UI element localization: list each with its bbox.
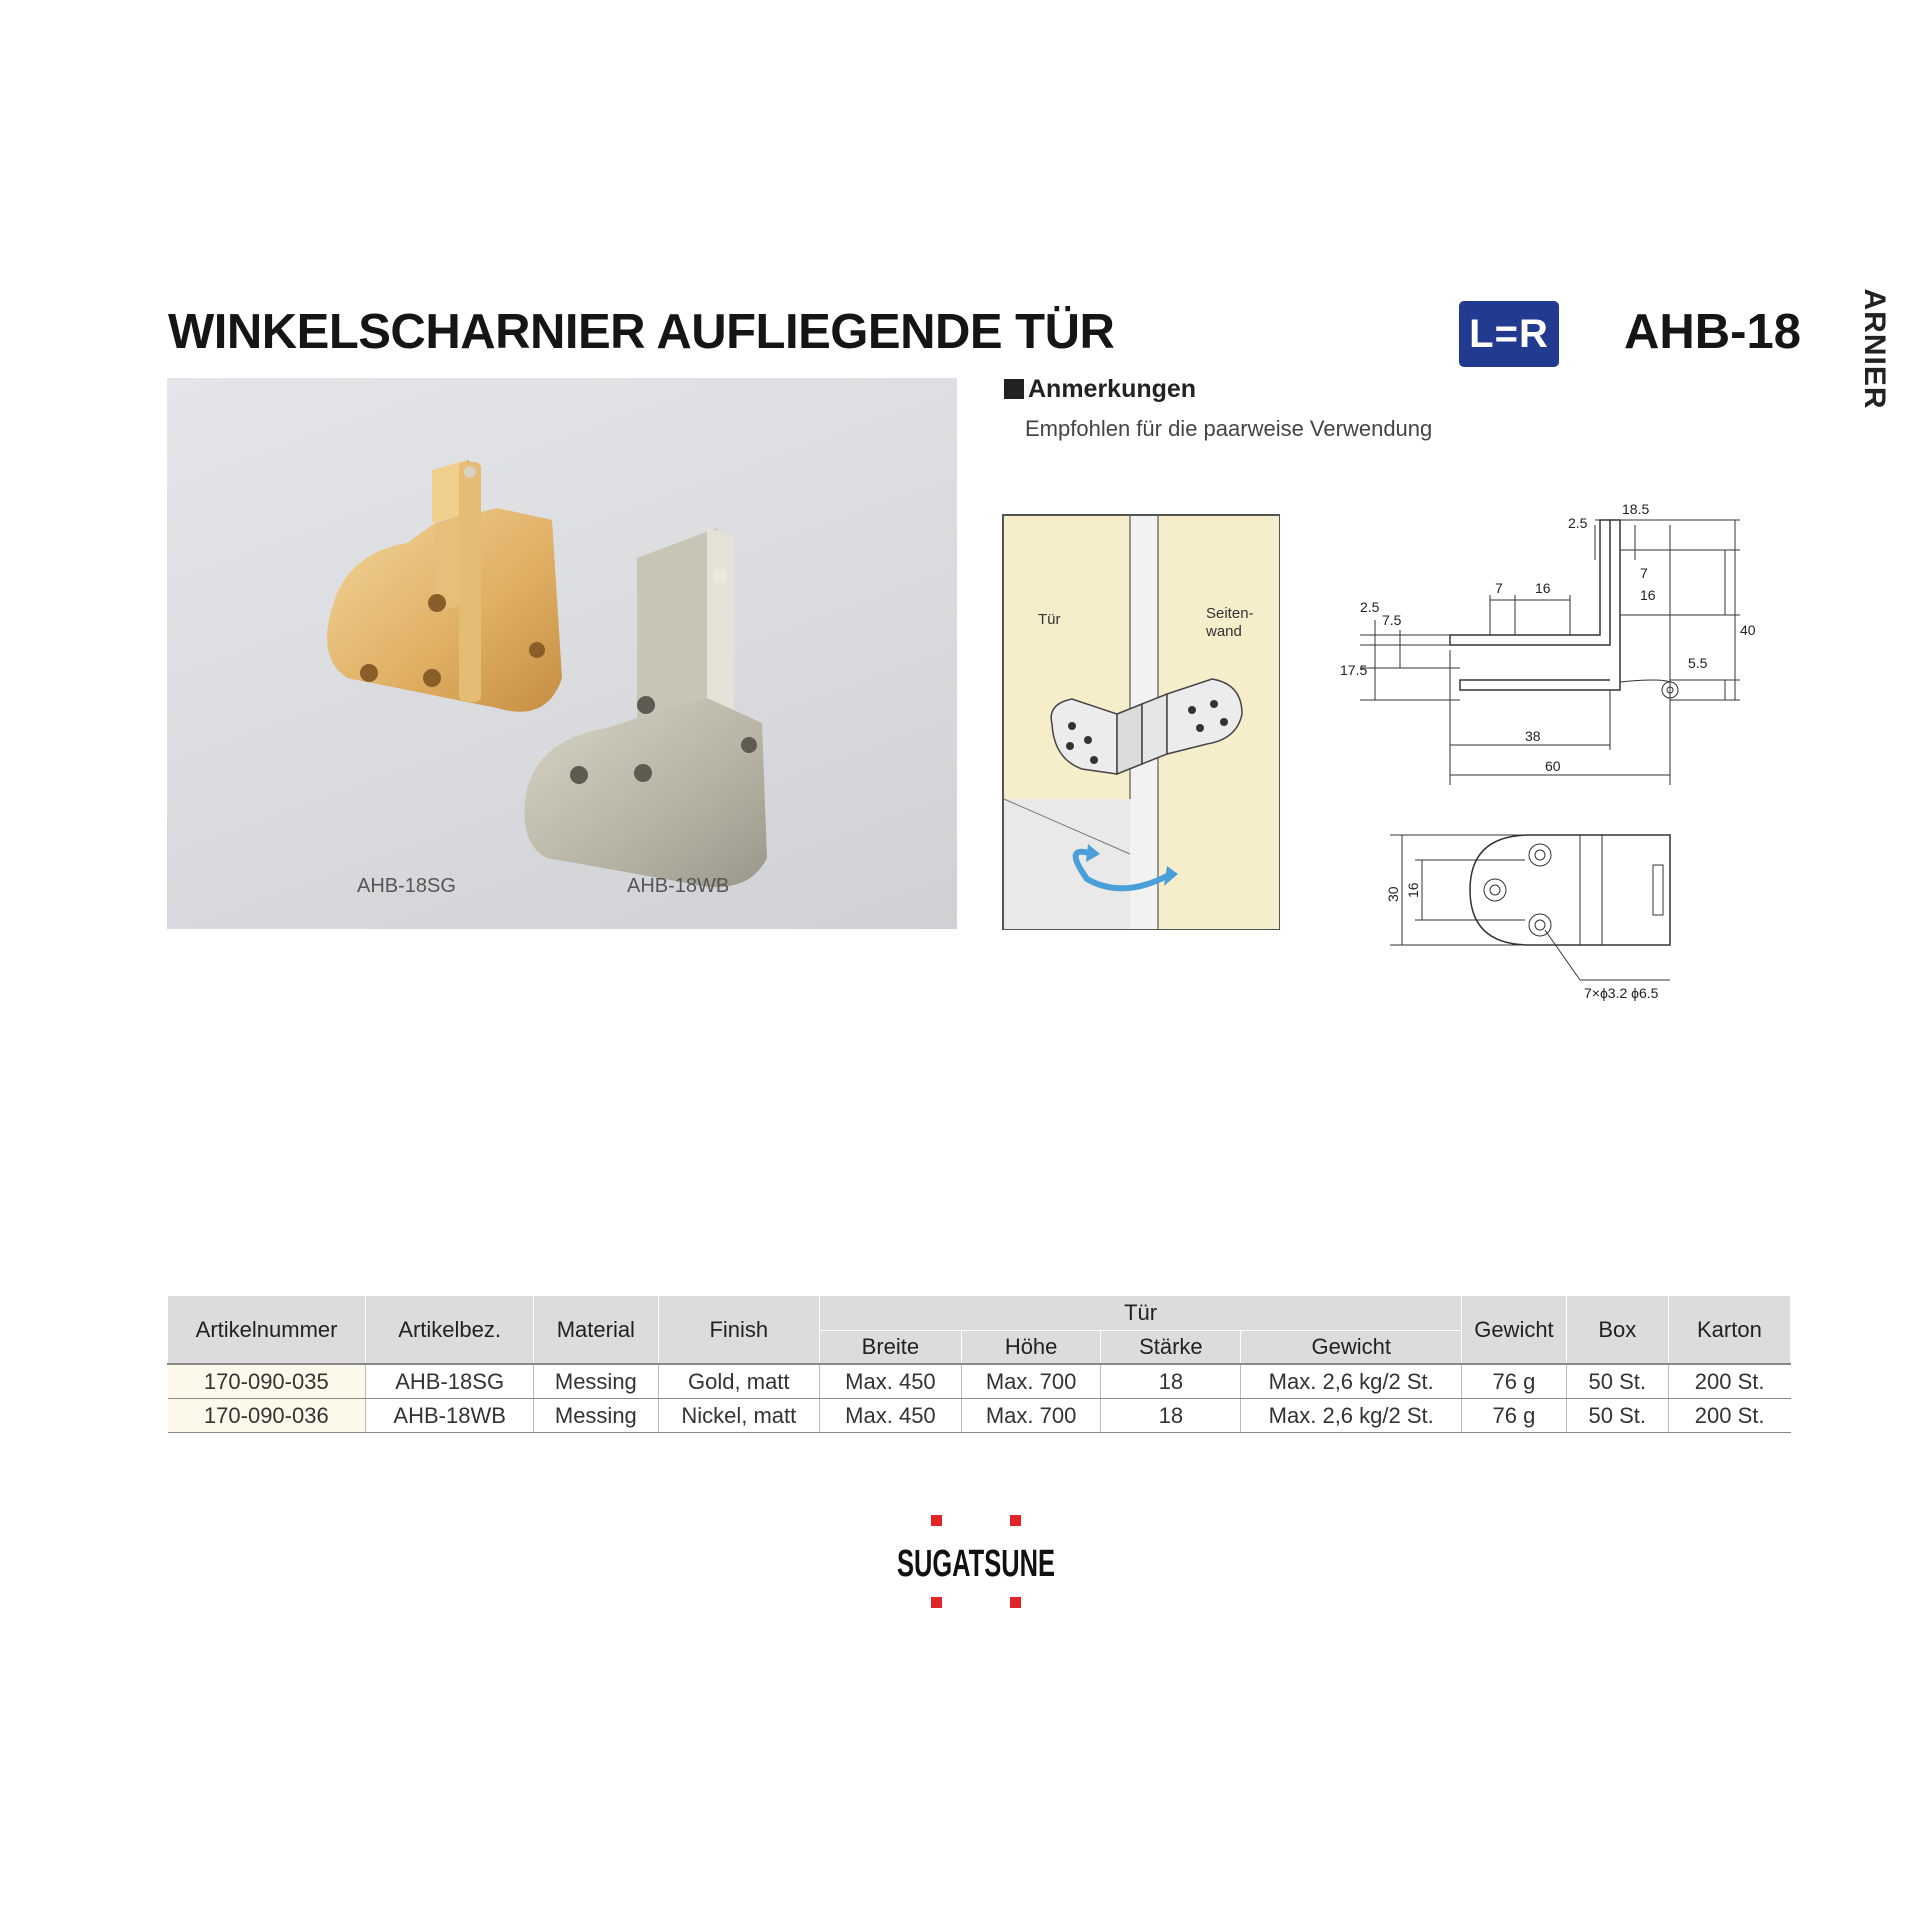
- door-label: Tür: [1038, 611, 1061, 628]
- dim-40: 40: [1740, 622, 1756, 638]
- spec-table: [167, 1296, 1791, 1433]
- cell-material: Messing: [534, 1364, 658, 1399]
- side-tab-label: ARNIER: [1858, 288, 1891, 410]
- logo-square-icon: [1010, 1597, 1021, 1608]
- page-title: WINKELSCHARNIER AUFLIEGENDE TÜR: [168, 305, 1115, 359]
- cell-finish: Gold, matt: [658, 1364, 820, 1399]
- model-code: AHB-18: [1624, 305, 1801, 359]
- nickel-hinge: [525, 528, 768, 887]
- col-finish: Finish: [658, 1296, 820, 1364]
- logo-text: SUGATSUNE: [897, 1543, 1055, 1585]
- cell-finish: Nickel, matt: [658, 1399, 820, 1433]
- cell-box: 50 St.: [1566, 1364, 1668, 1399]
- cell-height: Max. 700: [961, 1399, 1101, 1433]
- dim-7-h: 7: [1495, 580, 1503, 596]
- product-photo: [167, 378, 957, 929]
- notes-text: Empfohlen für die paarweise Verwendung: [1025, 416, 1433, 441]
- col-door-group: Tür: [820, 1296, 1462, 1331]
- sugatsune-logo: [895, 1515, 1057, 1608]
- cell-height: Max. 700: [961, 1364, 1101, 1399]
- cell-article-no: 170-090-035: [168, 1364, 366, 1399]
- dim-7-v: 7: [1640, 565, 1648, 581]
- col-height: Höhe: [961, 1331, 1101, 1365]
- col-box: Box: [1566, 1296, 1668, 1364]
- wall-label-1: Seiten-: [1206, 605, 1254, 622]
- col-article-no: Artikelnummer: [168, 1296, 366, 1364]
- dim-5-5: 5.5: [1688, 655, 1708, 671]
- col-weight: Gewicht: [1462, 1296, 1567, 1364]
- cell-carton: 200 St.: [1668, 1364, 1790, 1399]
- photo-caption-sg: AHB-18SG: [357, 875, 456, 897]
- cell-carton: 200 St.: [1668, 1399, 1790, 1433]
- cell-door-weight: Max. 2,6 kg/2 St.: [1241, 1364, 1462, 1399]
- lr-badge: L=R: [1459, 301, 1559, 367]
- photo-caption-wb: AHB-18WB: [627, 875, 730, 897]
- installation-diagram: [1002, 514, 1280, 930]
- cell-thickness: 18: [1101, 1399, 1241, 1433]
- cell-material: Messing: [534, 1399, 658, 1433]
- dim-16-h: 16: [1535, 580, 1551, 596]
- cell-thickness: 18: [1101, 1364, 1241, 1399]
- col-material: Material: [534, 1296, 658, 1364]
- dim-60: 60: [1545, 758, 1561, 774]
- table-row: [168, 1364, 1791, 1399]
- col-article-name: Artikelbez.: [366, 1296, 534, 1364]
- bullet-square-icon: [1004, 379, 1024, 399]
- cell-article-name: AHB-18SG: [366, 1364, 534, 1399]
- top-view-drawing: [1390, 835, 1670, 980]
- cell-weight: 76 g: [1462, 1364, 1567, 1399]
- dim-7-5: 7.5: [1382, 612, 1402, 628]
- dim-16-v: 16: [1640, 587, 1656, 603]
- gold-hinge: [327, 460, 562, 712]
- dim-16-bottom: 16: [1405, 882, 1421, 898]
- logo-square-icon: [931, 1597, 942, 1608]
- side-tab: [1852, 288, 1896, 412]
- side-view-drawing: [1360, 520, 1740, 785]
- dim-holes: 7×ϕ3.2 ϕ6.5: [1584, 985, 1659, 1001]
- cell-article-no: 170-090-036: [168, 1399, 366, 1433]
- dim-18-5: 18.5: [1622, 501, 1650, 517]
- col-door-weight: Gewicht: [1241, 1331, 1462, 1365]
- technical-drawings: [1340, 500, 1760, 1000]
- cell-article-name: AHB-18WB: [366, 1399, 534, 1433]
- hinge-illustration: [167, 378, 957, 929]
- col-carton: Karton: [1668, 1296, 1790, 1364]
- cell-width: Max. 450: [820, 1364, 962, 1399]
- dim-2-5-top: 2.5: [1568, 515, 1588, 531]
- dim-38: 38: [1525, 728, 1541, 744]
- cell-weight: 76 g: [1462, 1399, 1567, 1433]
- wall-label-2: wand: [1206, 623, 1242, 640]
- notes-heading: Anmerkungen: [1004, 375, 1196, 404]
- cell-door-weight: Max. 2,6 kg/2 St.: [1241, 1399, 1462, 1433]
- logo-square-icon: [1010, 1515, 1021, 1526]
- col-thickness: Stärke: [1101, 1331, 1241, 1365]
- logo-square-icon: [931, 1515, 942, 1526]
- table-row: [168, 1399, 1791, 1433]
- dim-2-5-left: 2.5: [1360, 599, 1380, 615]
- col-width: Breite: [820, 1331, 962, 1365]
- cell-box: 50 St.: [1566, 1399, 1668, 1433]
- dim-30: 30: [1385, 886, 1401, 902]
- dim-17-5: 17.5: [1340, 662, 1368, 678]
- cell-width: Max. 450: [820, 1399, 962, 1433]
